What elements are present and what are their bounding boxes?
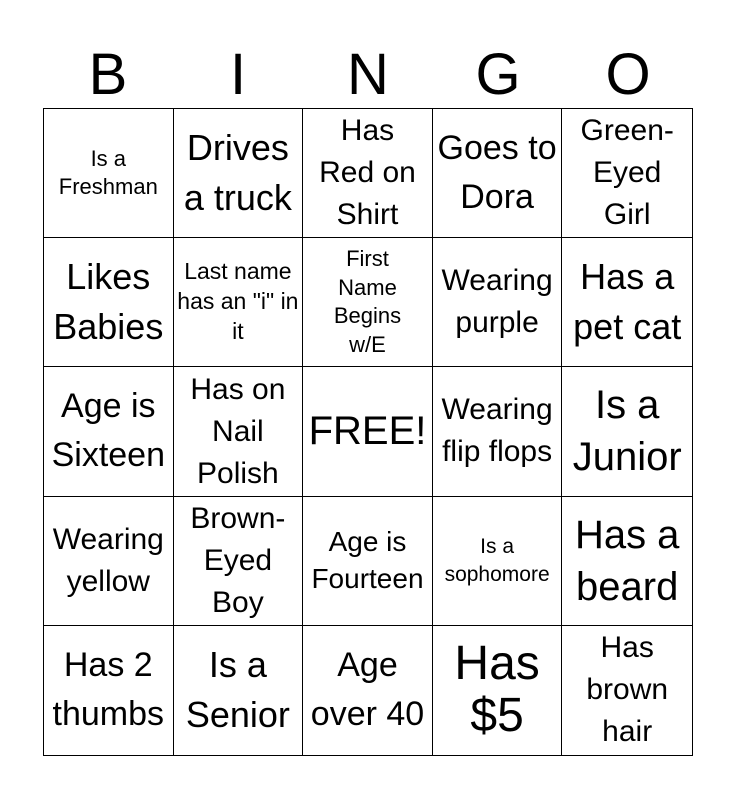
bingo-cell[interactable] bbox=[174, 497, 304, 626]
cell-text: Has a pet cat bbox=[573, 255, 682, 348]
bingo-cell[interactable] bbox=[562, 626, 692, 755]
cell-text: First Name Begins w/E bbox=[333, 246, 402, 357]
header-letter-o: O bbox=[605, 42, 651, 107]
bingo-cell[interactable] bbox=[303, 109, 433, 238]
bingo-cell[interactable] bbox=[303, 497, 433, 626]
bingo-cell[interactable] bbox=[44, 626, 174, 755]
bingo-cell[interactable] bbox=[174, 367, 304, 496]
cell-text: Likes Babies bbox=[53, 255, 164, 348]
bingo-cell[interactable] bbox=[562, 109, 692, 238]
cell-text: Has a beard bbox=[574, 512, 680, 609]
bingo-cell[interactable] bbox=[174, 109, 304, 238]
bingo-cell[interactable] bbox=[433, 109, 563, 238]
cell-text: Has brown hair bbox=[586, 631, 669, 749]
cell-text: Goes to Dora bbox=[437, 128, 557, 217]
cell-text: Is a sophomore bbox=[444, 535, 550, 586]
header-letter-b: B bbox=[88, 42, 128, 107]
bingo-cell[interactable] bbox=[303, 238, 433, 367]
bingo-cell[interactable] bbox=[433, 367, 563, 496]
cell-text: Wearing yellow bbox=[52, 522, 164, 598]
bingo-header bbox=[43, 40, 693, 106]
bingo-cell[interactable] bbox=[174, 626, 304, 755]
cell-text: Has on Nail Polish bbox=[190, 372, 286, 490]
cell-text: Age is Fourteen bbox=[311, 526, 424, 594]
cell-text: Green-Eyed Girl bbox=[580, 114, 674, 232]
cell-text: Last name has an "i" in it bbox=[177, 258, 299, 345]
header-letter-g: G bbox=[475, 42, 521, 107]
bingo-cell[interactable] bbox=[44, 238, 174, 367]
cell-text: Has $5 bbox=[454, 636, 540, 743]
cell-text: Has 2 thumbs bbox=[52, 646, 165, 734]
bingo-cell[interactable] bbox=[44, 109, 174, 238]
free-space-text: FREE! bbox=[308, 409, 427, 454]
cell-text: Age over 40 bbox=[310, 646, 425, 734]
bingo-board bbox=[43, 108, 693, 756]
bingo-cell[interactable] bbox=[303, 626, 433, 755]
cell-text: Wearing flip flops bbox=[441, 393, 553, 469]
free-space[interactable] bbox=[303, 367, 433, 496]
bingo-cell[interactable] bbox=[174, 238, 304, 367]
bingo-cell[interactable] bbox=[433, 626, 563, 755]
cell-text: Is a Senior bbox=[185, 644, 290, 736]
bingo-cell[interactable] bbox=[44, 497, 174, 626]
cell-text: Wearing purple bbox=[441, 264, 553, 340]
bingo-cell[interactable] bbox=[562, 238, 692, 367]
bingo-cell[interactable] bbox=[562, 497, 692, 626]
bingo-cell[interactable] bbox=[433, 238, 563, 367]
bingo-cell[interactable] bbox=[44, 367, 174, 496]
header-letter-i: I bbox=[229, 42, 247, 107]
cell-text: Age is Sixteen bbox=[51, 387, 165, 475]
cell-text: Is a Freshman bbox=[58, 145, 158, 200]
cell-text: Has Red on Shirt bbox=[319, 114, 416, 232]
cell-text: Drives a truck bbox=[183, 126, 292, 219]
bingo-cell[interactable] bbox=[562, 367, 692, 496]
cell-text: Brown-Eyed Boy bbox=[190, 501, 286, 619]
header-letter-n: N bbox=[347, 42, 389, 107]
bingo-cell[interactable] bbox=[433, 497, 563, 626]
cell-text: Is a Junior bbox=[572, 383, 682, 480]
